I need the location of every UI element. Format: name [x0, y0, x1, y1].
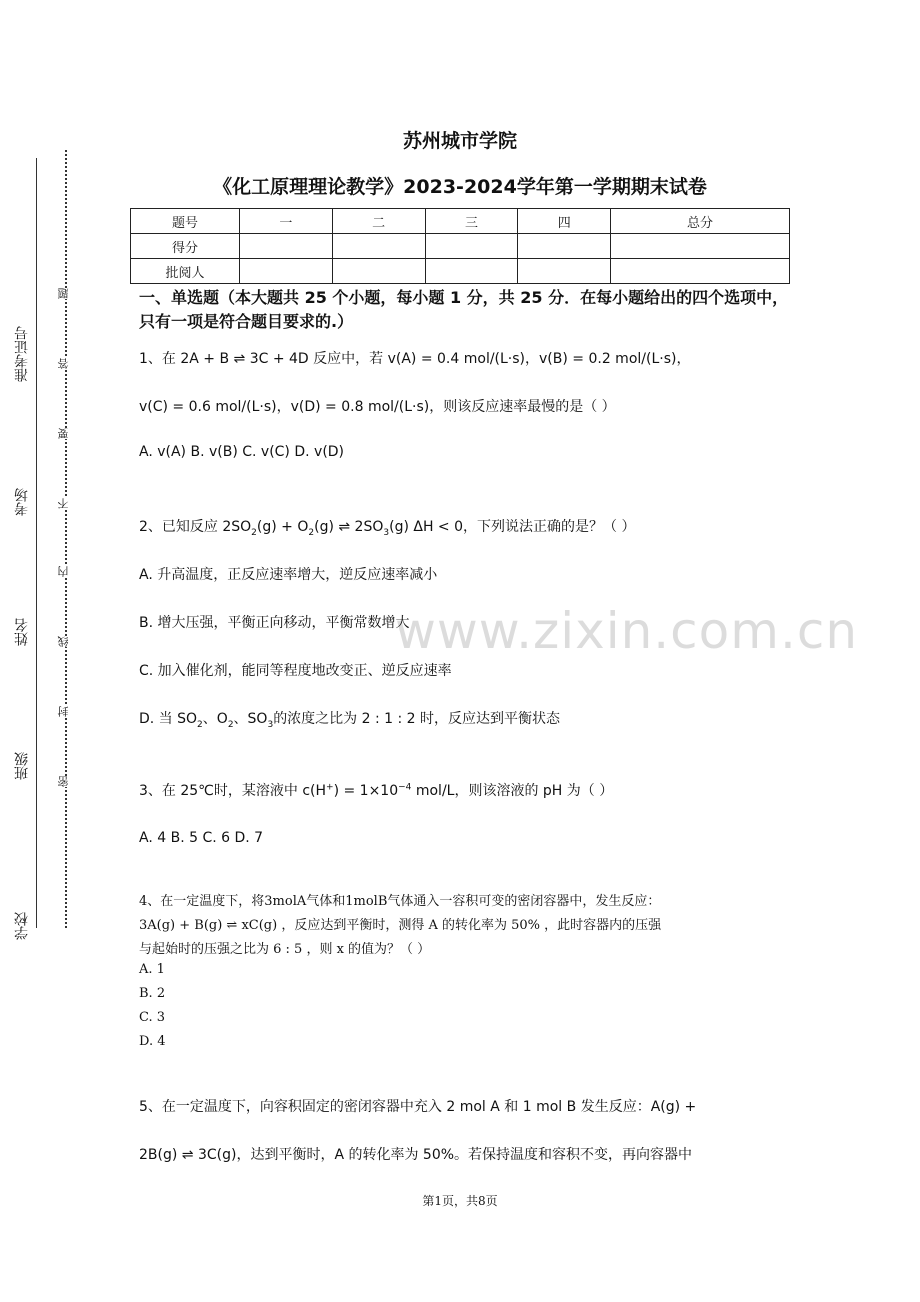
question-3-stem: 3、在 25℃时，某溶液中 $c(H^+) = 1\times 10^{-4}$ mol/L，则该溶液的 pH 为（ ）	[139, 782, 614, 799]
margin-label-name: 姓名	[14, 618, 30, 646]
score-table-row	[131, 259, 790, 284]
grader-cell[interactable]	[611, 259, 790, 284]
school-title: 苏州城市学院	[402, 130, 517, 152]
margin-label-exam-number: 准考证号	[14, 326, 30, 382]
margin-label-class: 班级	[14, 752, 30, 780]
question-4-line-2: 3A(g) + B(g) ⇌ xC(g) ，反应达到平衡时，测得 A 的转化率为 50% ，此时容器内的压强	[139, 918, 662, 933]
question-4-line-3: 与起始时的压强之比为 6 : 5 ，则 x 的值为？（ ）	[139, 942, 431, 957]
question-2-option-d: D. 当 $SO_2$、$O_2$、$SO_3$的浓度之比为 2 : 1 : 2 时，反应达到平衡状态	[139, 711, 561, 730]
section-heading: 一、单选题（本大题共 25 个小题，每小题 1 分，共 25 分．在每小题给出的四个选项中，只有一项是符合题目要求的.）	[139, 288, 789, 331]
table-header-cell: 二	[332, 209, 425, 234]
question-1-options: A. v(A) B. v(B) C. v(C) D. v(D)	[139, 444, 345, 460]
watermark: www.zixin.com.cn	[395, 602, 859, 660]
seal-char: 不	[56, 498, 74, 509]
seal-dotted-line	[65, 150, 67, 928]
table-header-cell: 一	[240, 209, 333, 234]
binding-line	[36, 158, 37, 928]
margin-label-school: 学校	[14, 912, 30, 940]
grader-cell[interactable]	[332, 259, 425, 284]
grader-cell[interactable]	[425, 259, 518, 284]
seal-char: 密	[56, 776, 74, 787]
question-5-line-2: 2B(g) ⇌ 3C(g)，达到平衡时，A 的转化率为 50%。若保持温度和容积不变，再向容器中	[139, 1147, 693, 1163]
question-2-stem: 2、已知反应 $2SO_2(g) + O_2(g)$ ⇌ $2SO_3(g) \Delta H < 0$，下列说法正确的是？（ ）	[139, 519, 636, 538]
row-label: 批阅人	[131, 259, 240, 284]
question-5-line-1: 5、在一定温度下，向容积固定的密闭容器中充入 2 mol A 和 1 mol B 发生反应：A(g) +	[139, 1099, 697, 1115]
seal-char: 线	[56, 636, 74, 647]
margin-label-exam-room: 考场	[14, 488, 30, 516]
question-2-option-a: A. 升高温度，正反应速率增大，逆反应速率减小	[139, 567, 438, 583]
score-cell[interactable]	[332, 234, 425, 259]
question-4-option-b: B. 2	[139, 986, 166, 1001]
question-1-line-1: 1、在 2A + B ⇌ 3C + 4D 反应中，若 v(A) = 0.4 mol/(L·s)，v(B) = 0.2 mol/(L·s)，	[139, 351, 691, 367]
score-cell[interactable]	[240, 234, 333, 259]
table-header-cell: 总分	[611, 209, 790, 234]
seal-char: 题	[56, 288, 74, 299]
seal-char: 内	[56, 566, 74, 577]
question-3-options: A. 4 B. 5 C. 6 D. 7	[139, 830, 264, 846]
question-4-line-1: 4、在一定温度下，将3molA气体和1molB气体通入一容积可变的密闭容器中，发生反应：	[139, 894, 661, 909]
score-cell[interactable]	[425, 234, 518, 259]
grader-cell[interactable]	[240, 259, 333, 284]
score-cell[interactable]	[611, 234, 790, 259]
seal-char: 封	[56, 706, 74, 717]
page-footer: 第1页，共8页	[422, 1194, 498, 1208]
question-4-option-c: C. 3	[139, 1010, 166, 1025]
score-table-header-row	[131, 209, 790, 234]
score-table	[130, 208, 790, 284]
exam-title: 《化工原理理论教学》2023-2024学年第一学期期末试卷	[213, 176, 707, 198]
seal-char: 要	[56, 428, 74, 439]
question-2-option-b: B. 增大压强，平衡正向移动，平衡常数增大	[139, 615, 410, 631]
question-4-option-a: A. 1	[139, 962, 165, 977]
score-table-row	[131, 234, 790, 259]
table-header-cell: 四	[518, 209, 611, 234]
table-header-cell: 题号	[131, 209, 240, 234]
seal-char: 答	[56, 358, 74, 369]
row-label: 得分	[131, 234, 240, 259]
grader-cell[interactable]	[518, 259, 611, 284]
question-1-line-2: v(C) = 0.6 mol/(L·s)，v(D) = 0.8 mol/(L·s)，则该反应速率最慢的是（ ）	[139, 399, 616, 415]
table-header-cell: 三	[425, 209, 518, 234]
question-4-option-d: D. 4	[139, 1034, 166, 1049]
question-2-option-c: C. 加入催化剂，能同等程度地改变正、逆反应速率	[139, 663, 452, 679]
score-cell[interactable]	[518, 234, 611, 259]
